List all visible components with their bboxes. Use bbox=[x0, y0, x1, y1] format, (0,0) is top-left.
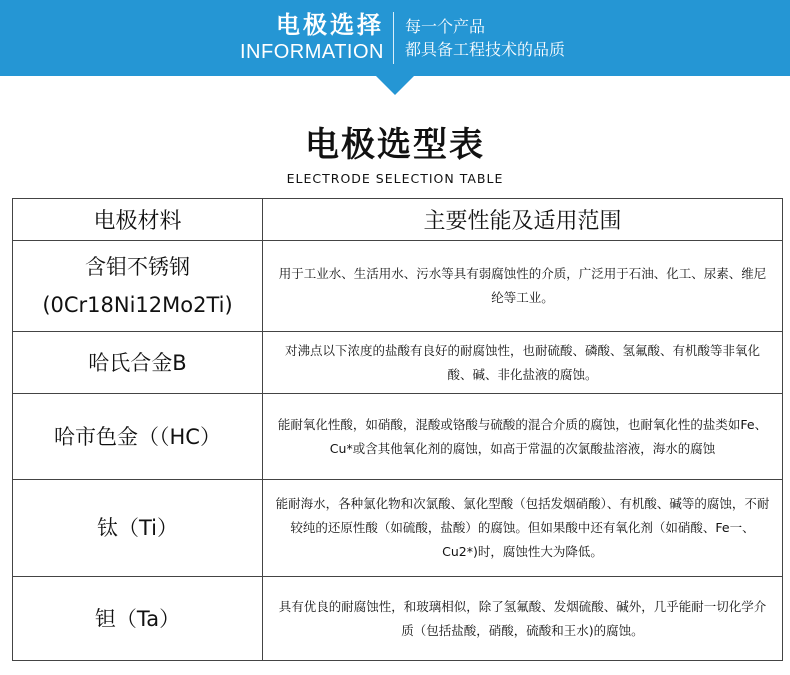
description-cell: 用于工业水、生活用水、污水等具有弱腐蚀性的介质，广泛用于石油、化工、尿素、维尼纶等工业。 bbox=[263, 241, 783, 332]
banner-slogan bbox=[405, 15, 565, 61]
material-name: 哈市色金（（HC） bbox=[54, 424, 221, 449]
description-cell: 具有优良的耐腐蚀性，和玻璃相似，除了氢氟酸、发烟硫酸、碱外，几乎能耐一切化学介质（包括盐酸，硝酸，硫酸和王水)的腐蚀。 bbox=[263, 577, 783, 661]
table-row bbox=[13, 577, 783, 661]
page-subtitle: ELECTRODE SELECTION TABLE bbox=[286, 171, 504, 186]
description-cell: 能耐氧化性酸，如硝酸，混酸或铬酸与硫酸的混合介质的腐蚀，也耐氧化性的盐类如Fe、Cu*或含其他氧化剂的腐蚀，如高于常温的次氯酸盐溶液，海水的腐蚀 bbox=[263, 394, 783, 480]
header-performance: 主要性能及适用范围 bbox=[263, 199, 783, 241]
banner-title-block bbox=[240, 10, 384, 64]
page-title: 电极选型表 bbox=[305, 125, 485, 165]
banner-notch bbox=[375, 75, 415, 95]
electrode-selection-table bbox=[12, 198, 783, 661]
table-row bbox=[13, 394, 783, 480]
description-cell: 对沸点以下浓度的盐酸有良好的耐腐蚀性，也耐硫酸、磷酸、氢氟酸、有机酸等非氧化酸、碱、非化盐液的腐蚀。 bbox=[263, 332, 783, 394]
header-banner bbox=[0, 0, 790, 76]
table-header-row bbox=[13, 199, 783, 241]
material-name: 钽（Ta） bbox=[94, 606, 181, 631]
table-row bbox=[13, 241, 783, 332]
material-name: 哈氏合金B bbox=[88, 350, 187, 375]
material-cell bbox=[13, 241, 263, 332]
banner-slogan-line1: 每一个产品 bbox=[405, 17, 486, 36]
material-cell bbox=[13, 332, 263, 394]
banner-slogan-line2: 都具备工程技术的品质 bbox=[405, 40, 566, 59]
material-name: 钛（Ti） bbox=[96, 516, 179, 540]
material-cell bbox=[13, 577, 263, 661]
material-name: 含钼不锈钢 bbox=[85, 255, 190, 279]
description-cell: 能耐海水，各种氯化物和次氯酸、氯化型酸（包括发烟硝酸）、有机酸、碱等的腐蚀，不耐较纯的还原性酸（如硫酸，盐酸）的腐蚀。但如果酸中还有氧化剂（如硝酸、Fe一、Cu2*)时，腐蚀性大为降低。 bbox=[263, 480, 783, 577]
banner-title-en: INFORMATION bbox=[239, 41, 384, 63]
banner-title-cn: 电极选择 bbox=[276, 11, 384, 39]
table-row bbox=[13, 332, 783, 394]
material-cell bbox=[13, 480, 263, 577]
banner-divider bbox=[393, 12, 394, 64]
header-material: 电极材料 bbox=[13, 199, 263, 241]
material-cell bbox=[13, 394, 263, 480]
table-row bbox=[13, 480, 783, 577]
material-grade: (0Cr18Ni12Mo2Ti) bbox=[42, 293, 233, 317]
